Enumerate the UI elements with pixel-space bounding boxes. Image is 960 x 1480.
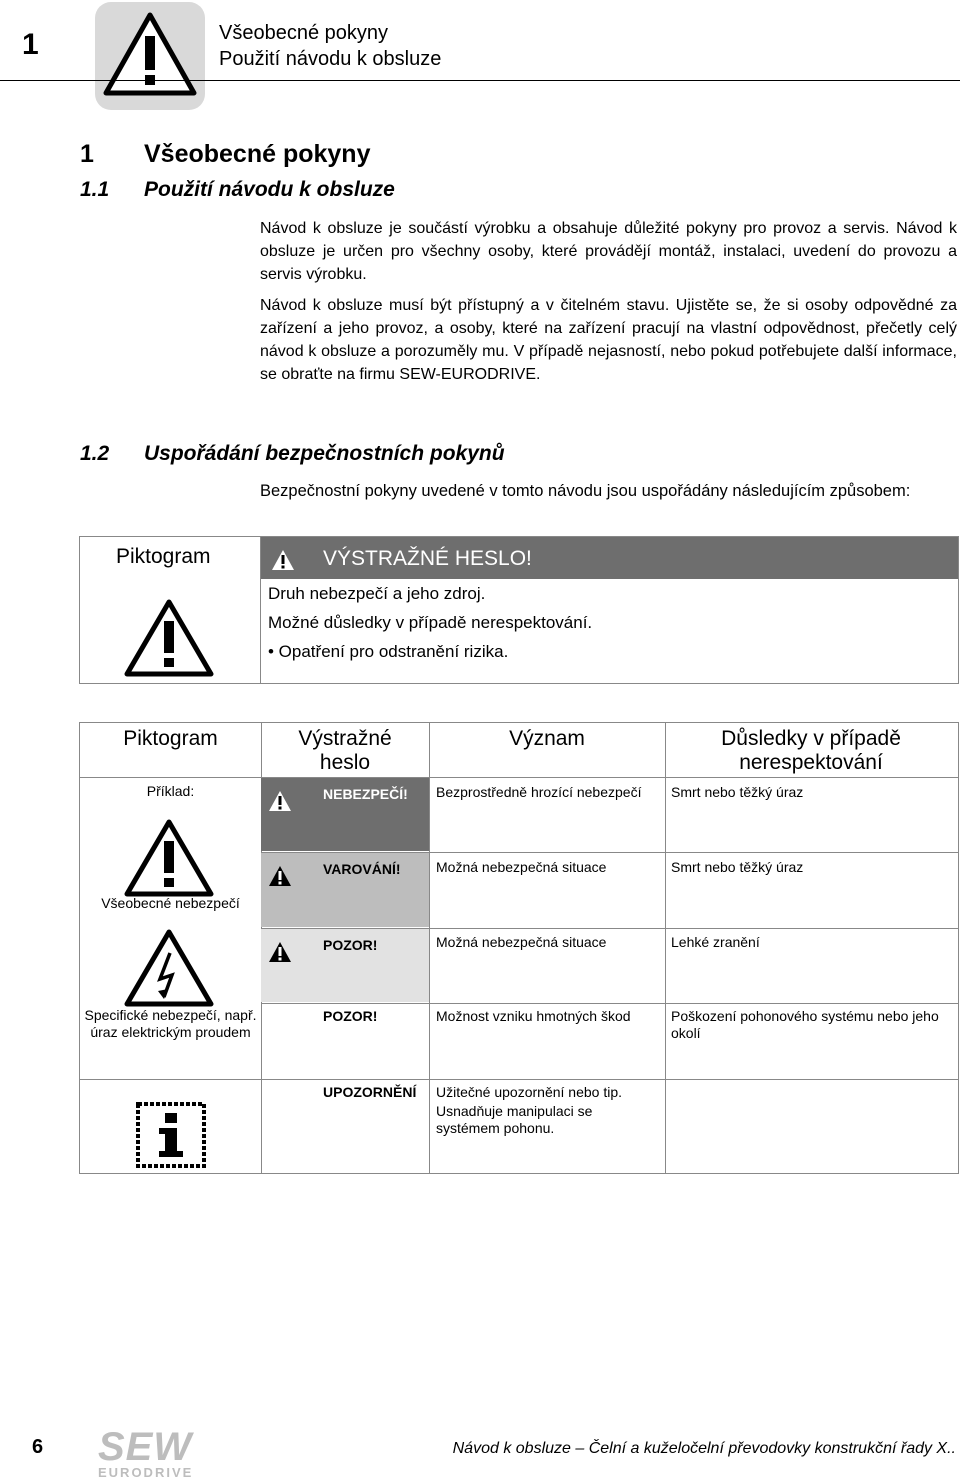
table-header-pictogram: Piktogram [123, 727, 218, 750]
specific-danger-label: Specifické nebezpečí, např. úraz elektrickým proudem [84, 1007, 257, 1040]
signal-word-label: VAROVÁNÍ! [323, 861, 401, 877]
section-1-2-number: 1.2 [80, 442, 110, 465]
measure-line: • Opatření pro odstranění rizika. [268, 642, 509, 661]
safety-note-structure [79, 536, 959, 684]
table-row-line [80, 1079, 958, 1080]
logo-text: SEW [98, 1425, 193, 1469]
consequence-cell: Smrt nebo těžký úraz [671, 784, 804, 800]
signal-word-cell-warning [261, 853, 429, 927]
signal-word-label: POZOR! [323, 1008, 378, 1024]
warning-triangle-icon [268, 790, 292, 812]
header-subtitle: Použití návodu k obsluze [219, 48, 442, 70]
warning-triangle-icon [271, 549, 295, 571]
consequence-cell: Lehké zranění [671, 934, 760, 950]
signal-word-label: NEBEZPEČÍ! [323, 786, 408, 802]
signal-word: VÝSTRAŽNÉ HESLO! [323, 547, 532, 570]
example-label: Příklad: [146, 783, 195, 799]
header-rule [0, 80, 960, 81]
signal-word-cell-danger [261, 778, 429, 851]
page-number: 6 [32, 1436, 44, 1458]
company-logo [98, 1425, 194, 1480]
info-icon [135, 1101, 207, 1169]
header-title: Všeobecné pokyny [219, 22, 389, 44]
general-danger-icon [124, 819, 214, 897]
warning-triangle-icon [268, 865, 292, 887]
signal-words-table [79, 722, 959, 1174]
warning-triangle-icon [268, 941, 292, 963]
table-col-line [665, 723, 666, 1173]
pictogram-label: Piktogram [116, 545, 211, 568]
meaning-cell: Bezprostředně hrozící nebezpečí [436, 784, 642, 800]
table-header-signal-word: Výstražné heslo [298, 727, 392, 774]
paragraph-1: Návod k obsluze je součástí výrobku a obsahuje důležité pokyny pro provoz a servis. Návod k obsluze je určen pro všechny osoby, které provádějí montáž, instalaci, uvedení do provozu a servis výrobku. [260, 220, 957, 283]
signal-word-cell-caution [261, 929, 429, 1002]
warning-triangle-icon [103, 12, 197, 96]
paragraph-2: Návod k obsluze musí být přístupný a v čitelném stavu. Ujistěte se, že si osoby odpovědné za zařízení a jeho provoz, a osoby, které na zařízení pracují na vlastní odpovědnost, přečetly celý návod k obsluze a porozuměly mu. V případě nejasností, nebo pokud potřebujete další informace, se obraťte na firmu SEW-EURODRIVE. [260, 297, 957, 383]
section-1-1-title: Použití návodu k obsluze [144, 178, 395, 201]
meaning-cell-extra: Usnadňuje manipulaci se systémem pohonu. [436, 1103, 593, 1136]
header-warning-box [95, 2, 205, 110]
general-danger-label: Všeobecné nebezpečí [101, 895, 240, 911]
consequence-cell: Poškození pohonového systému nebo jeho okolí [671, 1008, 939, 1041]
warning-triangle-icon [124, 599, 214, 677]
table-header-meaning: Význam [509, 727, 585, 750]
table-header-consequences: Důsledky v případě nerespektování [721, 727, 901, 774]
section-1-number: 1 [80, 140, 94, 168]
logo-subtext: EURODRIVE [98, 1465, 194, 1480]
meaning-cell: Užitečné upozornění nebo tip. [436, 1084, 623, 1100]
chapter-number: 1 [22, 28, 39, 61]
section-1-title: Všeobecné pokyny [144, 140, 371, 168]
table-col-line [429, 723, 430, 1173]
intro-text [260, 217, 957, 386]
meaning-cell: Možnost vzniku hmotných škod [436, 1008, 631, 1024]
meaning-cell: Možná nebezpečná situace [436, 934, 607, 950]
section-1-1-number: 1.1 [80, 178, 110, 201]
meaning-cell: Možná nebezpečná situace [436, 859, 607, 875]
signal-word-label: POZOR! [323, 937, 378, 953]
hazard-type-line: Druh nebezpečí a jeho zdroj. [268, 584, 486, 603]
signal-word-label: UPOZORNĚNÍ [323, 1084, 417, 1100]
consequence-cell: Smrt nebo těžký úraz [671, 859, 804, 875]
consequence-line: Možné důsledky v případě nerespektování. [268, 613, 593, 632]
table-header-line [80, 777, 958, 778]
footer-document-title: Návod k obsluze – Čelní a kuželočelní převodovky konstrukční řady X.. [452, 1440, 956, 1457]
electric-shock-icon [124, 929, 214, 1007]
section-1-2-title: Uspořádání bezpečnostních pokynů [144, 442, 505, 465]
table-row-line [261, 1003, 958, 1004]
section-1-2-intro: Bezpečnostní pokyny uvedené v tomto návodu jsou uspořádány následujícím způsobem: [260, 482, 911, 500]
signal-word-banner [261, 537, 958, 579]
